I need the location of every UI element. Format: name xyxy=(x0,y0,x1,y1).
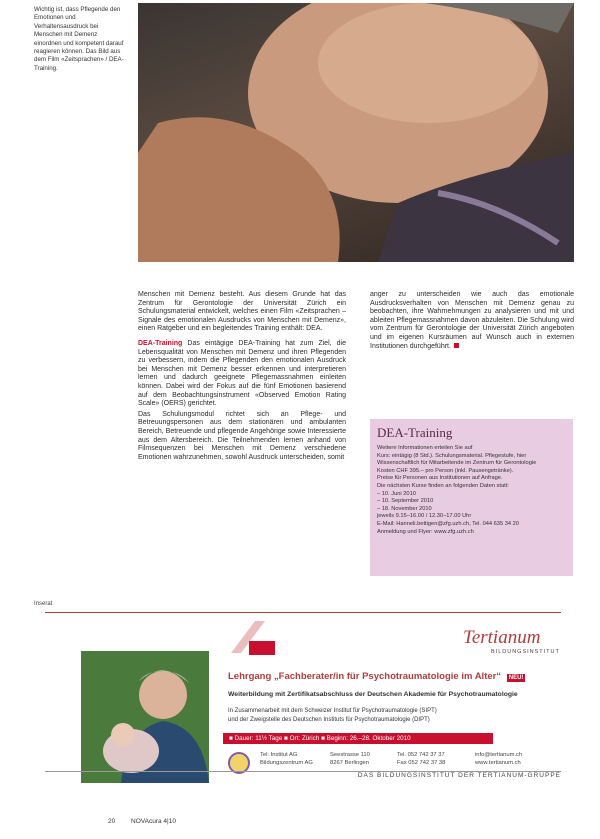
ad-contact-text: Tel: Institut AG xyxy=(260,752,298,758)
ad-info-bar: ■ Dauer: 11½ Tage ■ Ort: Zürich ■ Beginn: 26.–28. Oktober 2010 xyxy=(223,733,493,744)
main-photo xyxy=(138,3,574,262)
ad-logo: Tertianum xyxy=(463,627,541,648)
ad-photo xyxy=(81,651,209,783)
elderly-woman-with-baby-image xyxy=(81,651,209,783)
ad-cooperation-line: und der Zweigstelle des Deutschen Instituts für Psychotraumatologie (DIPT) xyxy=(228,717,430,723)
info-line: Die nächsten Kurse finden an folgenden Daten statt: xyxy=(377,482,509,489)
ad-headline-text: Lehrgang „Fachberater/in für Psychotraumatologie im Alter“ xyxy=(228,671,502,682)
article-paragraph: Menschen mit Demenz besteht. Aus diesem Grunde hat das Zentrum für Gerontologie der Universität Zürich ein Schulungsmaterial entwickelt, welches einen Film «Zeitsprachen – Signale des emotionalen Ausdrucks von Menschen mit Demenz», einen Ratgeber und ein begleitendes Training enthält: DEA. xyxy=(138,291,346,333)
info-line: – 10. Juni 2010 xyxy=(377,490,416,497)
ad-contact-link[interactable]: www.tertianum.ch xyxy=(475,760,521,766)
info-line: Wissenschaftlich für Mitarbeitende im Zentrum für Gerontologie xyxy=(377,460,537,467)
article-column-2 xyxy=(370,291,574,353)
ad-contact-text: 8267 Berlingen xyxy=(330,760,369,766)
ad-contact-text: Bildungszentrum AG xyxy=(260,760,313,766)
ad-contact-col xyxy=(397,751,445,767)
info-line: Anmeldung und Flyer: www.zfg.uzh.ch xyxy=(377,528,474,535)
page-footer xyxy=(108,818,176,825)
info-line: Weitere Informationen erteilen Sie auf xyxy=(377,445,473,451)
ad-contact-col xyxy=(330,751,370,767)
end-mark-icon xyxy=(454,343,459,348)
info-box-title: DEA-Training xyxy=(377,425,453,440)
section-heading: DEA-Training xyxy=(138,339,183,347)
journal-name: NOVAcura 4|10 xyxy=(131,818,176,825)
ad-contact-text: Seestrasse 110 xyxy=(330,752,370,758)
photo-caption: Wichtig ist, dass Pflegende den Emotionen und Verhaltensausdruck bei Menschen mit Demenz einordnen und kompetent darauf reagieren können. Das Bild aus dem Film «Zeitsprachen» / DEA-Training. xyxy=(34,6,124,72)
info-line: E-Mail: Hanneli.bettigen@zfg.uzh.ch, Tel. 044 635 34 20 xyxy=(377,520,519,527)
new-badge: NEU! xyxy=(508,675,524,681)
article-text: Das eintägige DEA-Training hat zum Ziel, die Lebensqualität von Menschen mit Demenz und ihren Pflegenden zu verbessern, indem die Pflegenden den emotionalen Ausdruck bei Menschen mit Demenz besser erkennen und interpretieren lernen und dadurch geeignete Pflegemassnahmen einleiten können. Dabei wird der Fokus auf die fünf Emotionen basierend auf dem Beobachtungsinstrument «Observed Emotion Rating Scale» (OERS) gerichtet. xyxy=(138,339,346,408)
ad-contact-col xyxy=(260,751,313,767)
ad-contact-col xyxy=(475,751,522,767)
ad-subheadline: Weiterbildung mit Zertifikatsabschluss der Deutschen Akademie für Psychotraumatologie xyxy=(228,691,518,698)
article-paragraph: Das Schulungsmodul richtet sich an Pflege- und Betreuungspersonen aus dem stationären und ambulanten Bereich, Betreuende und pflegende Angehörige sowie Interessierte aus dem Altersbereich. Die Teilnehmenden lernen anhand von Filmsequenzen bei Menschen mit Demenz verschiedene Emotionen wahrzunehmen, sowohl Ausdruck unterscheiden, somit xyxy=(138,410,346,461)
article-paragraph xyxy=(370,291,574,351)
ad-contact-text: Tel. 052 742 37 37 xyxy=(397,752,445,758)
article-column-1 xyxy=(138,291,346,464)
ad-logo-mark-icon xyxy=(225,619,281,659)
info-line: Kurs: eintägig (8 Std.). Schulungsmaterial. Pflegestufe, hier xyxy=(377,452,527,459)
ad-footer: DAS BILDUNGSINSTITUT DER TERTIANUM-GRUPPE xyxy=(45,771,561,785)
ad-cooperation-line: In Zusammenarbeit mit dem Schweizer Institut für Psychotraumatologie (SIPT) xyxy=(228,708,437,714)
article-paragraph xyxy=(138,340,346,409)
page-number: 20 xyxy=(108,818,116,825)
ad-label: Inserat xyxy=(34,601,53,607)
info-box xyxy=(370,419,573,576)
ad-headline xyxy=(228,671,525,682)
elderly-woman-portrait-image xyxy=(138,3,574,262)
ad-contact-text: Fax 052 742 37 38 xyxy=(397,760,446,766)
info-line: jeweils 9.15–16.00 / 12.30–17.00 Uhr xyxy=(377,513,472,520)
advertisement xyxy=(45,612,561,785)
info-line: Kosten CHF 395.– pro Person (inkl. Pausengetränke). xyxy=(377,467,514,474)
article-text: anger zu unterscheiden wie auch das emotionale Ausdrucksverhalten von Menschen mit Demenz genau zu beobachten, ihre Wahrnehmungen zu analysieren und mit und ableiten Pflegemassnahmen davon abzuleiten. Die Schulung wird vom Zentrum für Gerontologie der Universität Zürich angeboten und im eigenen Kursräumen auf Wunsch auch in externen Institutionen durchgeführt. xyxy=(370,291,574,350)
info-line: – 18. November 2010 xyxy=(377,505,432,512)
info-line: Preise für Personen aus Institutionen auf Anfrage. xyxy=(377,475,503,482)
ad-contact-link[interactable]: info@tertianum.ch xyxy=(475,752,523,758)
ad-logo-subtitle: BILDUNGSINSTITUT xyxy=(491,649,560,655)
info-line: – 10. September 2010 xyxy=(377,498,434,505)
